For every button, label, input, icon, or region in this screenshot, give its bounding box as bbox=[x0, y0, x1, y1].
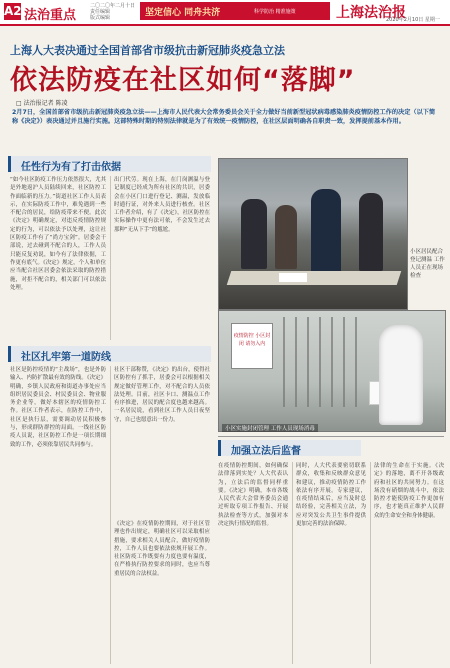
body-column-2c: 《决定》在疫情防控期间，对于社区管理也作出规定，明确社区可以采取相应措施，要求相关人员配合，做好疫情防控，工作人员也要依法依规开展工作。社区防疫工作既要有力度也要有温度，在严格执行防控要求的同时，也应当尊重居民的合法权益。 bbox=[114, 521, 210, 577]
photo-caption-1: 小区居民配合登记测温 工作人员正在现场检查 bbox=[410, 249, 445, 279]
masthead bbox=[0, 0, 450, 26]
notice-sign: 疫情防控 小区封闭 请勿入内 bbox=[231, 323, 273, 369]
column-rule bbox=[292, 462, 293, 664]
section-heading-3 bbox=[218, 440, 361, 456]
slogan-text: 坚定信心 同舟共济 bbox=[145, 8, 221, 18]
info-line: 责任编辑 bbox=[90, 9, 111, 15]
masthead-info bbox=[90, 3, 140, 21]
person-figure bbox=[359, 193, 383, 271]
section-heading-text: 社区扎牢第一道防线 bbox=[21, 352, 111, 363]
section-heading-1 bbox=[8, 156, 211, 172]
person-figure bbox=[311, 189, 341, 275]
info-line: 版式编辑 bbox=[90, 15, 111, 21]
column-rule bbox=[110, 366, 111, 664]
column-rule bbox=[110, 176, 111, 340]
paper-name: 上海法治报 bbox=[336, 5, 406, 21]
gate-bars bbox=[283, 317, 363, 407]
registration-table bbox=[227, 271, 402, 285]
body-column-2a: 社区是防控疫情的“主战场”，也是外防输入、内防扩散最有效的防线。《决定》明确，乡镇人民政府和街道办事处应当组织居民委员会、村民委员会、物业服务企业等，做好本辖区的疫情防控工作。社区工作者表示，在防控工作中，社区是执行层，需要调动居民积极参与，形成群防群控的局面。一线社区防疫人员说，社区防控工作是一项长期细致的工作，必须依靠居民共同参与。 bbox=[10, 367, 106, 448]
slogan-sub: 科学防治 精准施策 bbox=[254, 9, 296, 15]
person-figure bbox=[241, 199, 267, 269]
body-column-1a: “如今社区防疫工作压力依然很大，尤其是外地返沪人员陆续回来，社区防控工作面临新的压力。”街道社区工作人员表示，在实际防疫工作中，难免遇到一些不配合的居民，给防疫带来不便。此次《决定》明确规定，对违反疫情防控规定的行为，可以依法予以处理，这让社区防疫工作有了“尚方宝剑”。居委会干部说，过去碰到不配合的人，工作人员只能反复劝说，如今有了法律依据，工作更有底气。《决定》规定，个人和单位应当配合社区居委会依法采取的防控措施，对拒不配合的，相关部门可以依法处理。 bbox=[10, 177, 106, 291]
section-heading-2 bbox=[8, 346, 211, 362]
article-headline: 依法防疫在社区如何“落脚” bbox=[10, 65, 356, 96]
info-line: 二〇二〇年二月十日 bbox=[90, 3, 136, 9]
registration-sheet bbox=[279, 273, 307, 282]
photo-checkpoint bbox=[218, 158, 408, 310]
body-column-2b: 社区干部称赞，《决定》的出台，使得社区防控有了抓手，居委会可以根据相关规定做好管理工作，对不配合的人员依法处理。目前，社区卡口、测温点工作有序推进，居民的配合度也越来越高。一名居民说，看到社区工作人员日夜坚守，自己也愿意出一份力。 bbox=[114, 367, 210, 423]
article-byline: □ 法治报记者 陈凌 bbox=[16, 100, 68, 107]
photo-caption-2: 小区实施封闭管理 工作人员现场消毒 bbox=[222, 424, 318, 432]
body-column-3b: 同时，人大代表要密切联系群众，收集和反映群众意见和建议，推动疫情防控工作依法有序开展。专家建议，在疫情结束后，应当及时总结经验，完善相关立法，为应对突发公共卫生事件提供更加完善的法治保障。 bbox=[296, 463, 366, 528]
body-column-3c: 法律的生命在于实施。《决定》的落地，离不开各级政府和社区的共同努力。在这场没有硝烟的战斗中，依法防控才能使防疫工作更加有序，也才能真正维护人民群众的生命安全和身体健康。 bbox=[374, 463, 444, 519]
column-rule bbox=[370, 462, 371, 664]
body-column-1b: 出门代劳。现在上海，在门岗测温与登记制度已经成为所有社区的共识，居委会在小区门口进行登记、测温，发放临时通行证，对外来人员进行核查。社区工作者介绍，有了《决定》，社区防控在实际操作中更有法可依，不会发生过去那种“无从下手”的尴尬。 bbox=[114, 177, 210, 233]
section-heading-text: 加强立法后监督 bbox=[231, 446, 301, 457]
person-figure bbox=[275, 205, 297, 269]
section-badge: A2 bbox=[4, 4, 22, 18]
section-name: 法治重点 bbox=[24, 8, 77, 23]
section-heading-text: 任性行为有了打击依据 bbox=[21, 162, 121, 173]
paper-date: 2020年2月10日 星期一 bbox=[386, 17, 440, 23]
photo-disinfection bbox=[218, 310, 446, 432]
body-column-3a: 在疫情防控期间，如何确保法律落到实处？人大代表认为，立法后的监督同样重要。《决定》明确，本市各级人民代表大会常务委员会通过听取专项工作报告、开展执法检查等方式，加强对本决定执行情况的监督。 bbox=[218, 463, 288, 528]
article-kicker: 上海人大表决通过全国首部省市级抗击新冠肺炎疫急立法 bbox=[10, 44, 285, 57]
slogan-banner bbox=[140, 2, 330, 20]
protective-suit-worker bbox=[379, 325, 423, 425]
article-lead: 2月7日，全国首部省市级抗击新冠肺炎疫急立法——上海市人民代表大会常务委员会关于全力做好当前新型冠状病毒感染肺炎疫情防控工作的决定（以下简称《决定》）表决通过并且施行实施。这部特殊时期的特别法律就是为了有效统一疫情防控，在社区层面明确各自职责一致，发挥提前基本作用。 bbox=[12, 109, 436, 125]
